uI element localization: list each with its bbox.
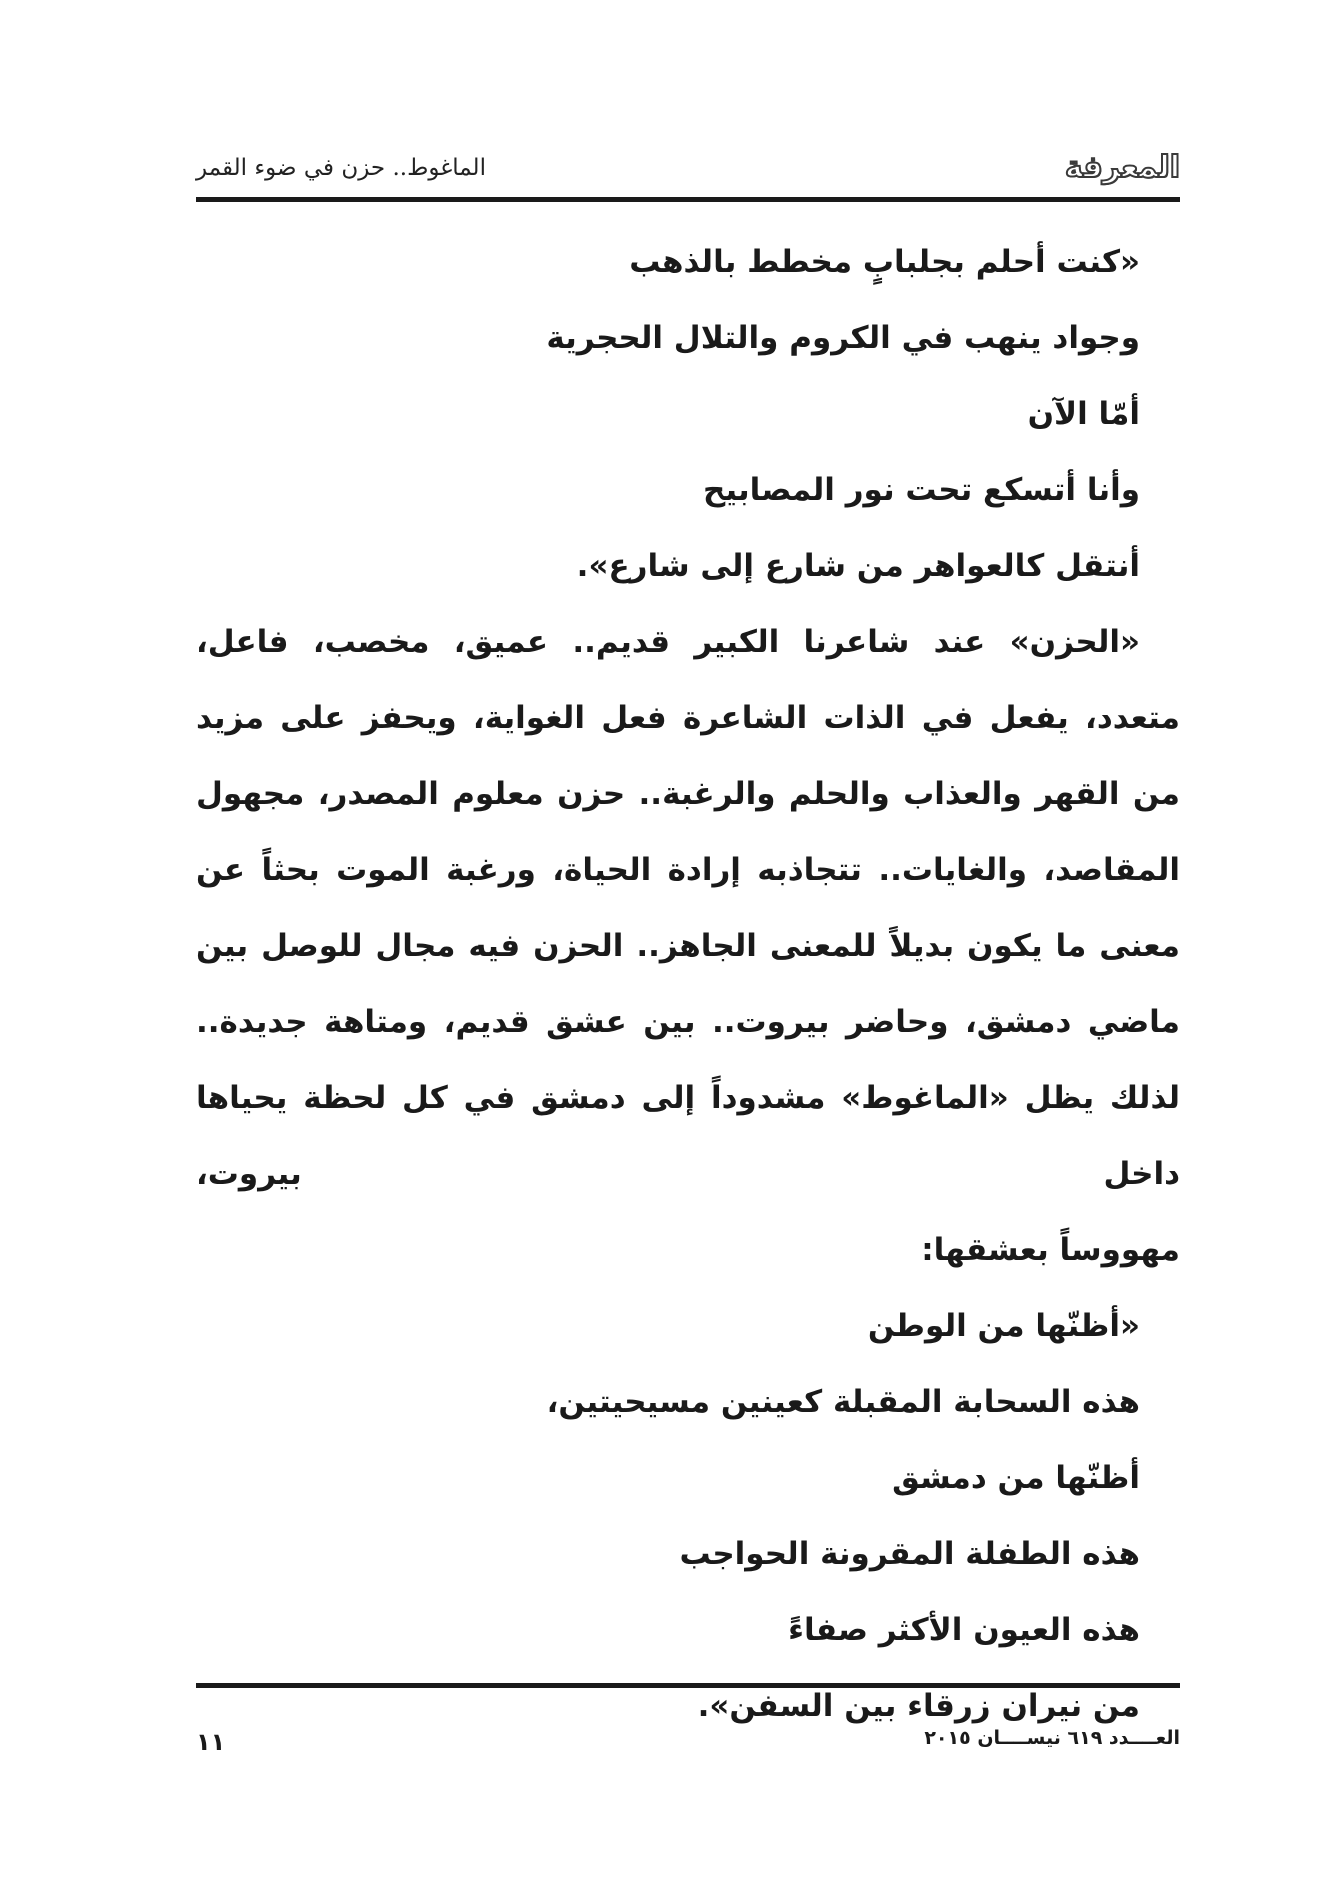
article-body bbox=[196, 224, 1180, 1744]
verse-line: «أظنّها من الوطن bbox=[867, 1308, 1140, 1344]
prose-last-line: مهووساً بعشقها: bbox=[921, 1232, 1180, 1268]
verse-line: هذه العيون الأكثر صفاءً bbox=[788, 1612, 1140, 1648]
running-head: الماغوط.. حزن في ضوء القمر bbox=[196, 155, 486, 181]
prose-paragraph bbox=[196, 604, 1180, 1288]
page-number: ١١ bbox=[196, 1728, 226, 1756]
verse-line: أمّا الآن bbox=[1027, 396, 1140, 432]
page-footer bbox=[196, 1718, 1180, 1758]
poem-excerpt-2 bbox=[196, 1288, 1180, 1744]
prose-text: «الحزن» عند شاعرنا الكبير قديم.. عميق، مخصب، فاعل، متعدد، يفعل في الذات الشاعرة فعل الغواية، ويحفز على مزيد من القهر والعذاب والحلم والرغبة.. حزن معلوم المصدر، مجهول المقاصد، والغايات.. تتجاذبه إرادة الحياة، ورغبة الموت بحثاً عن معنى ما يكون بديلاً للمعنى الجاهز.. الحزن فيه مجال للوصل بين ماضي دمشق، وحاضر بيروت.. بين عشق قديم، ومتاهة جديدة.. لذلك يظل «الماغوط» مشدوداً إلى دمشق في كل لحظة يحياها داخل بيروت، bbox=[196, 624, 1180, 1192]
footer-rule bbox=[196, 1683, 1180, 1688]
verse-line: أنتقل كالعواهر من شارع إلى شارع». bbox=[576, 548, 1140, 584]
issue-info: العــــدد ٦١٩ نيســــان ٢٠١٥ bbox=[924, 1727, 1180, 1749]
verse-line: «كنت أحلم بجلبابٍ مخطط بالذهب bbox=[629, 244, 1140, 280]
verse-line: هذه السحابة المقبلة كعينين مسيحيتين، bbox=[546, 1384, 1140, 1420]
verse-line: أظنّها من دمشق bbox=[892, 1460, 1140, 1496]
verse-line: وأنا أتسكع تحت نور المصابيح bbox=[703, 472, 1140, 508]
page-header bbox=[196, 150, 1180, 186]
verse-line: وجواد ينهب في الكروم والتلال الحجرية bbox=[546, 320, 1140, 356]
header-rule bbox=[196, 197, 1180, 202]
verse-line: هذه الطفلة المقرونة الحواجب bbox=[679, 1536, 1140, 1572]
magazine-logo: المعرفة bbox=[1064, 150, 1180, 185]
poem-excerpt-1 bbox=[196, 224, 1180, 604]
verse-line: من نيران زرقاء بين السفن». bbox=[697, 1688, 1140, 1724]
